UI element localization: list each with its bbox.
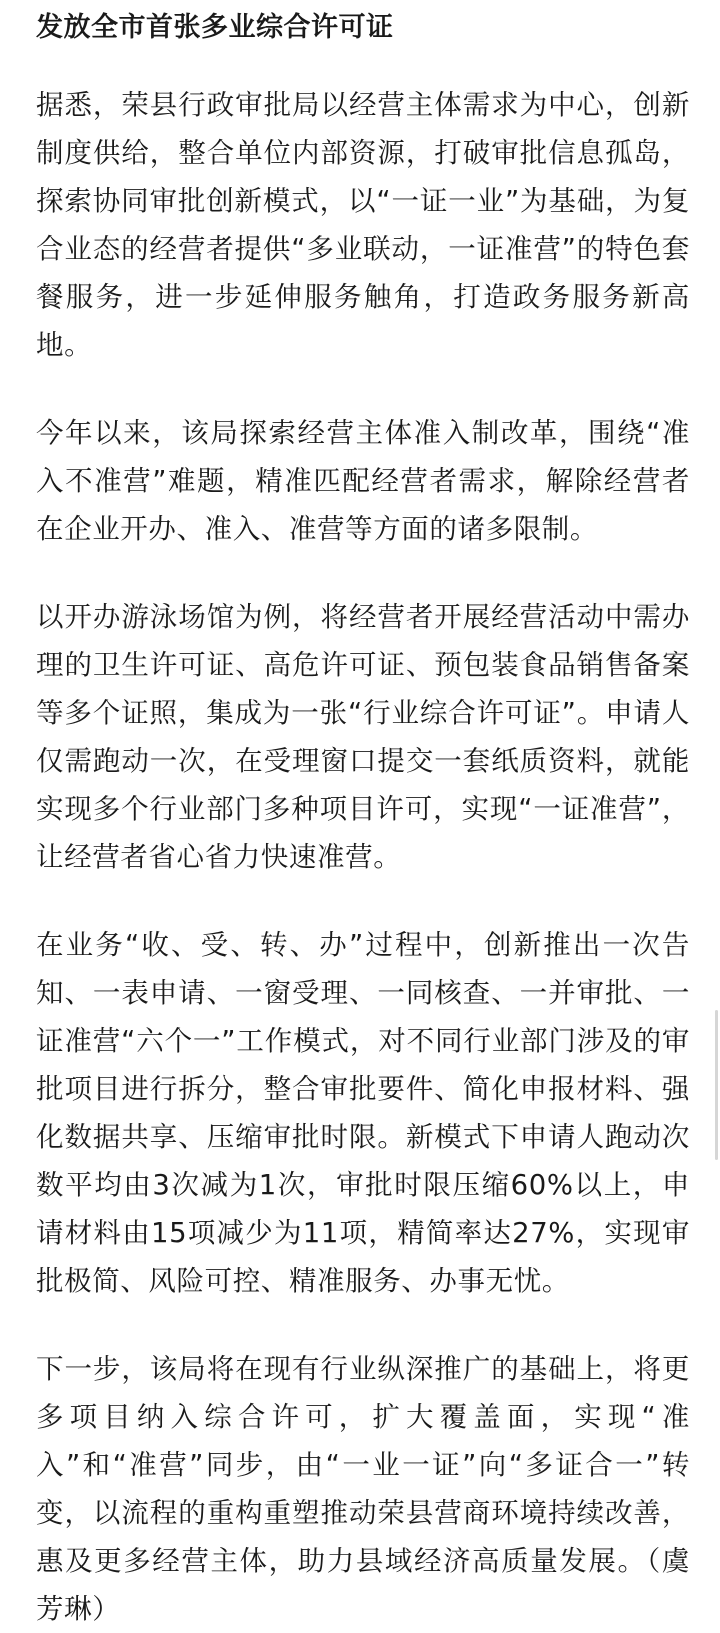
article-paragraph-3: 以开办游泳场馆为例，将经营者开展经营活动中需办理的卫生许可证、高危许可证、预包装食品销售备案等多个证照，集成为一张“行业综合许可证”。申请人仅需跑动一次，在受理窗口提交一套纸质资料，就能实现多个行业部门多种项目许可，实现“一证准营”，让经营者省心省力快速准营。 bbox=[36, 601, 690, 873]
article-paragraph-2: 今年以来，该局探索经营主体准入制改革，围绕“准入不准营”难题，精准匹配经营者需求，解除经营者在企业开办、准入、准营等方面的诸多限制。 bbox=[36, 417, 690, 545]
article-title: 发放全市首张多业综合许可证 bbox=[36, 12, 394, 43]
article-paragraph-4: 在业务“收、受、转、办”过程中，创新推出一次告知、一表申请、一窗受理、一同核查、一并审批、一证准营“六个一”工作模式，对不同行业部门涉及的审批项目进行拆分，整合审批要件、简化申报材料、强化数据共享、压缩审批时限。新模式下申请人跑动次数平均由3次减为1次，审批时限压缩60%以上，申请材料由15项减少为11项，精简率达27%，实现审批极简、风险可控、精准服务、办事无忧。 bbox=[36, 929, 690, 1297]
scrollbar-thumb[interactable] bbox=[715, 1010, 718, 1160]
article-paragraph-5: 下一步，该局将在现有行业纵深推广的基础上，将更多项目纳入综合许可，扩大覆盖面，实现“准入”和“准营”同步，由“一业一证”向“多证合一”转变，以流程的重构重塑推动荣县营商环境持续改善，惠及更多经营主体，助力县域经济高质量发展。（虞芳琳） bbox=[36, 1353, 690, 1625]
article bbox=[36, 0, 690, 1633]
article-paragraph-1: 据悉，荣县行政审批局以经营主体需求为中心，创新制度供给，整合单位内部资源，打破审批信息孤岛，探索协同审批创新模式，以“一证一业”为基础，为复合业态的经营者提供“多业联动，一证准营”的特色套餐服务，进一步延伸服务触角，打造政务服务新高地。 bbox=[36, 89, 690, 361]
